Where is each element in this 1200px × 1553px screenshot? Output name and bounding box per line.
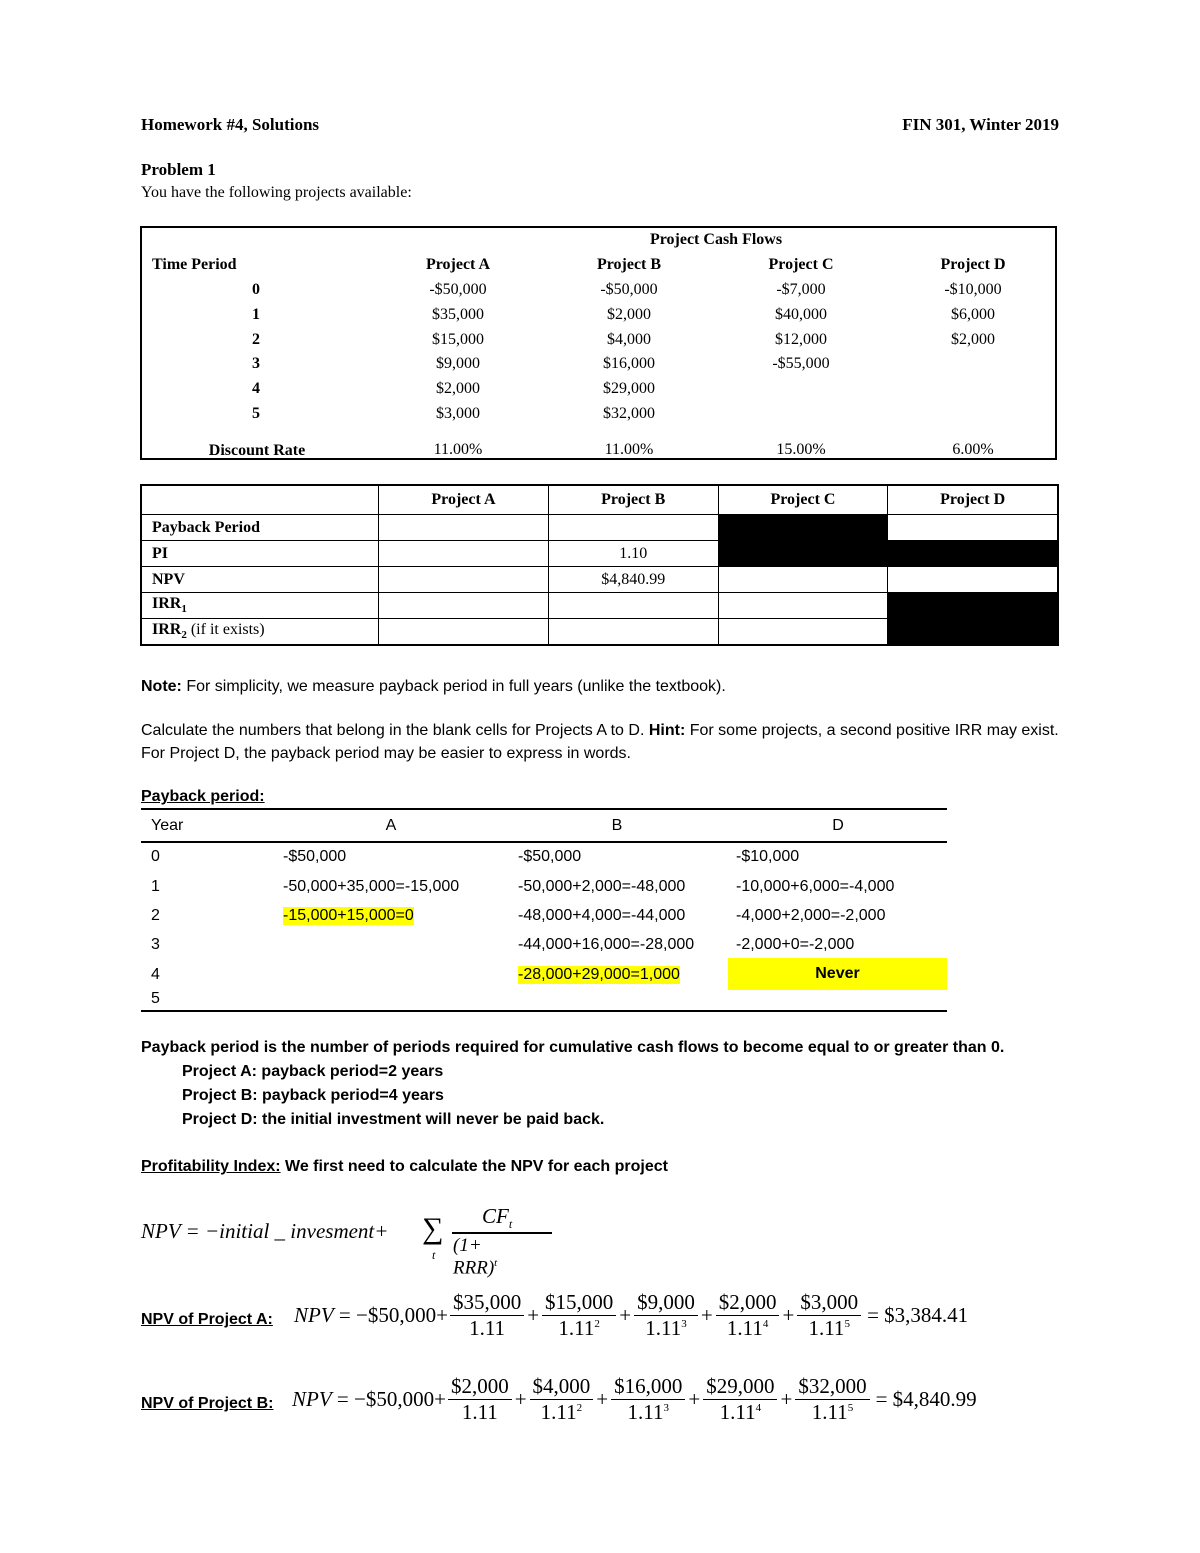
document-header-right: FIN 301, Winter 2019 <box>902 115 1059 134</box>
payback-bottom-rule <box>141 1010 947 1012</box>
payback-year-cell: 1 <box>151 878 160 895</box>
results-row-suffix: (if it exists) <box>186 621 265 639</box>
cash-flow-cell: $2,000 <box>951 330 995 348</box>
time-period-cell: 4 <box>252 380 260 398</box>
payback-year-cell: 0 <box>151 848 160 865</box>
results-blocked-cell <box>888 619 1058 646</box>
payback-answer-d: Project D: the initial investment will never be paid back. <box>182 1111 605 1128</box>
npv-equation-lhs: NPV = −$50,000+ <box>292 1387 446 1411</box>
payback-b-cell: -48,000+4,000=-44,000 <box>518 907 686 924</box>
npv-term-denominator <box>555 1316 602 1341</box>
npv-term-denominator <box>809 1400 856 1425</box>
results-table <box>140 484 1059 650</box>
plus-sign: + <box>688 1387 701 1411</box>
npv-term-fraction <box>703 1374 777 1425</box>
npv-term-exponent: 5 <box>844 1318 850 1330</box>
payback-d-cell: Never <box>728 958 947 990</box>
npv-term-numerator: $15,000 <box>542 1290 616 1316</box>
results-value-cell <box>718 619 888 646</box>
npv-equation-lhs: NPV = −$50,000+ <box>294 1303 448 1327</box>
results-value-cell: 1.10 <box>548 541 718 567</box>
payback-header-a: A <box>385 817 397 834</box>
results-value-cell <box>718 593 888 619</box>
npv-term-fraction <box>716 1290 780 1341</box>
results-value-cell <box>548 619 718 646</box>
time-period-cell: 3 <box>252 355 260 373</box>
npv-term-denominator <box>717 1400 764 1425</box>
payback-header-rule <box>141 841 947 843</box>
npv-term-denominator <box>642 1316 689 1341</box>
profitability-index-heading <box>141 1158 668 1176</box>
payback-a-cell: -50,000+35,000=-15,000 <box>283 878 460 895</box>
results-col-header: Project B <box>548 485 718 515</box>
npv-term-denominator <box>805 1316 852 1341</box>
payback-b-cell: -28,000+29,000=1,000 <box>518 966 680 983</box>
sigma-icon: ∑ <box>422 1212 444 1245</box>
cash-flow-cell: $2,000 <box>607 305 651 323</box>
results-value-cell <box>718 567 888 593</box>
payback-d-cell: -$10,000 <box>736 848 800 865</box>
npv-term-denominator <box>459 1400 501 1425</box>
results-row-label-text: PI <box>152 544 168 562</box>
cash-flow-cell: $32,000 <box>603 405 655 422</box>
cash-flow-cell: -$50,000 <box>600 281 658 298</box>
discount-rate-label: Discount Rate <box>208 442 306 459</box>
npv-result: = $4,840.99 <box>875 1387 977 1411</box>
results-blocked-cell <box>718 515 888 541</box>
cash-flow-cell: $9,000 <box>436 355 480 373</box>
results-value-cell <box>379 567 549 593</box>
instructions-paragraph <box>141 719 1061 765</box>
cash-flow-cell: $4,000 <box>607 330 651 348</box>
results-col-header: Project D <box>888 485 1058 515</box>
payback-year-cell: 2 <box>151 907 160 924</box>
results-value-cell: $4,840.99 <box>548 567 718 593</box>
npv-term-numerator: $32,000 <box>795 1374 869 1400</box>
payback-b-cell: -50,000+2,000=-48,000 <box>518 878 686 895</box>
problem-title: Problem 1 <box>141 160 216 179</box>
results-corner-cell <box>141 485 379 515</box>
plus-sign: + <box>780 1387 793 1411</box>
npv-term-base: 1.11 <box>558 1316 595 1340</box>
npv-term-base: 1.11 <box>719 1400 756 1424</box>
formula-cf-sub: t <box>508 1217 513 1232</box>
npv-term-base: 1.11 <box>808 1316 845 1340</box>
npv-term-base: 1.11 <box>645 1316 682 1340</box>
results-row-label <box>141 541 379 567</box>
payback-year-cell: 4 <box>151 966 160 983</box>
cash-flow-cell: $35,000 <box>432 305 484 323</box>
npv-formula-lhs: NPV = −initial _ invesment+ <box>141 1219 389 1243</box>
results-row-label <box>141 593 379 619</box>
cash-flow-caption: Project Cash Flows <box>649 231 783 248</box>
npv-symbol: NPV <box>292 1387 332 1411</box>
cash-flow-col-header: Project D <box>940 256 1006 273</box>
plus-sign: + <box>527 1303 540 1327</box>
payback-year-cell: 3 <box>151 936 160 953</box>
npv-term-denominator <box>466 1316 508 1341</box>
npv-b-equation <box>292 1374 977 1425</box>
npv-term-fraction <box>530 1374 594 1425</box>
results-row-label <box>141 567 379 593</box>
payback-a-cell: -15,000+15,000=0 <box>283 907 414 924</box>
npv-term-denominator <box>724 1316 771 1341</box>
payback-b-cell: -44,000+16,000=-28,000 <box>518 936 695 953</box>
cash-flow-cell: $3,000 <box>436 405 480 422</box>
payback-b-cell: -$50,000 <box>518 848 582 865</box>
npv-term-fraction <box>448 1374 512 1425</box>
formula-den-sup: t <box>494 1257 498 1269</box>
cash-flow-col-header: Project B <box>596 256 662 273</box>
results-value-cell <box>888 515 1058 541</box>
cash-flow-cell: -$10,000 <box>944 281 1002 298</box>
instructions-text-2: For some projects, a second positive IRR may exist. For Project D, the payback period may be easier to express in words. <box>141 722 1059 762</box>
npv-term-base: 1.11 <box>540 1400 577 1424</box>
results-blocked-cell <box>888 541 1058 567</box>
npv-term-numerator: $35,000 <box>450 1290 524 1316</box>
discount-rate-cell: 11.00% <box>433 441 483 458</box>
payback-answer-a: Project A: payback period=2 years <box>182 1063 444 1080</box>
pi-text: We first need to calculate the NPV for each project <box>280 1158 668 1175</box>
discount-rate-cell: 15.00% <box>776 441 826 458</box>
npv-term-fraction <box>542 1290 616 1341</box>
npv-term-denominator <box>538 1400 585 1425</box>
npv-term-base: 1.11 <box>726 1316 763 1340</box>
plus-sign: + <box>700 1303 713 1327</box>
discount-rate-cell: 11.00% <box>604 441 654 458</box>
npv-term-exponent: 3 <box>681 1318 687 1330</box>
npv-term-base: 1.11 <box>469 1316 506 1340</box>
time-period-cell: 2 <box>252 330 260 348</box>
cash-flow-cell: -$50,000 <box>429 281 487 298</box>
time-period-cell: 1 <box>252 305 260 323</box>
cash-flow-cell: $12,000 <box>775 330 827 348</box>
results-row-label <box>141 515 379 541</box>
npv-term-numerator: $9,000 <box>634 1290 698 1316</box>
cash-flow-cell: $16,000 <box>603 355 655 373</box>
time-period-cell: 5 <box>252 405 260 422</box>
note-text: For simplicity, we measure payback period in full years (unlike the textbook). <box>181 678 726 695</box>
payback-d-cell: -4,000+2,000=-2,000 <box>736 907 886 924</box>
plus-sign: + <box>596 1387 609 1411</box>
npv-term-numerator: $3,000 <box>797 1290 861 1316</box>
instructions-text-1: Calculate the numbers that belong in the blank cells for Projects A to D. <box>141 722 649 739</box>
plus-sign: + <box>782 1303 795 1327</box>
sigma-subscript: t <box>432 1248 436 1262</box>
npv-term-numerator: $2,000 <box>716 1290 780 1316</box>
payback-d-cell: -10,000+6,000=-4,000 <box>736 878 895 895</box>
cash-flow-cell: $6,000 <box>951 305 995 323</box>
payback-d-cell: -2,000+0=-2,000 <box>736 936 855 953</box>
npv-term-fraction <box>634 1290 698 1341</box>
cash-flow-cell: -$55,000 <box>772 355 830 373</box>
results-value-cell <box>379 593 549 619</box>
cash-flow-cell: $2,000 <box>436 380 480 398</box>
formula-denominator <box>453 1235 497 1279</box>
payback-top-rule <box>141 808 947 810</box>
formula-cf: CF <box>482 1204 509 1228</box>
npv-term-numerator: $4,000 <box>530 1374 594 1400</box>
npv-term-numerator: $16,000 <box>611 1374 685 1400</box>
results-blocked-cell <box>718 541 888 567</box>
npv-term-numerator: $29,000 <box>703 1374 777 1400</box>
results-value-cell <box>548 515 718 541</box>
npv-symbol: NPV <box>294 1303 334 1327</box>
npv-term-exponent: 4 <box>755 1402 762 1414</box>
npv-term-exponent: 5 <box>847 1402 854 1414</box>
npv-term-base: 1.11 <box>811 1400 848 1424</box>
formula-fraction-bar <box>452 1232 552 1234</box>
formula-numerator <box>482 1204 512 1232</box>
payback-header-year: Year <box>151 817 184 834</box>
results-row-subscript: 2 <box>181 629 187 642</box>
npv-term-exponent: 2 <box>576 1402 583 1414</box>
results-col-header: Project C <box>718 485 888 515</box>
npv-term-fraction <box>450 1290 524 1341</box>
npv-result: = $3,384.41 <box>867 1303 969 1327</box>
formula-den-text: (1+ RRR) <box>453 1235 495 1279</box>
npv-term-base: 1.11 <box>461 1400 498 1424</box>
npv-term-fraction <box>797 1290 861 1341</box>
npv-term-base: 1.11 <box>627 1400 664 1424</box>
results-blocked-cell <box>888 593 1058 619</box>
cash-flow-cell: -$7,000 <box>776 281 826 298</box>
plus-sign: + <box>619 1303 632 1327</box>
results-row-label-text: Payback Period <box>152 518 260 536</box>
results-row-label-text: IRR <box>152 621 182 639</box>
cash-flow-cell: $15,000 <box>432 330 484 348</box>
discount-rate-cell: 6.00% <box>952 441 994 458</box>
npv-term-exponent: 4 <box>762 1318 769 1330</box>
npv-term-fraction <box>795 1374 869 1425</box>
results-value-cell <box>379 541 549 567</box>
hint-label: Hint: <box>648 722 686 739</box>
time-period-header: Time Period <box>152 256 237 273</box>
npv-a-equation <box>294 1290 968 1341</box>
results-value-cell <box>548 593 718 619</box>
npv-term-exponent: 3 <box>663 1402 669 1414</box>
pi-title: Profitability Index: <box>141 1158 281 1175</box>
results-row-label-text: IRR <box>152 595 182 613</box>
time-period-cell: 0 <box>252 281 260 298</box>
results-value-cell <box>379 515 549 541</box>
results-col-header: Project A <box>379 485 549 515</box>
cash-flow-table <box>140 226 1057 460</box>
cash-flow-col-header: Project C <box>768 256 834 273</box>
cash-flow-col-header: Project A <box>425 256 491 273</box>
payback-header-b: B <box>611 817 623 834</box>
payback-header-d: D <box>832 817 844 834</box>
npv-term-exponent: 2 <box>594 1318 600 1330</box>
problem-intro: You have the following projects available: <box>141 184 412 201</box>
payback-definition: Payback period is the number of periods required for cumulative cash flows to become equal to or greater than 0. <box>141 1039 1005 1056</box>
payback-year-cell: 5 <box>151 990 160 1007</box>
results-value-cell <box>888 567 1058 593</box>
note-paragraph <box>141 675 1061 698</box>
npv-term-fraction <box>611 1374 685 1425</box>
plus-sign: + <box>514 1387 527 1411</box>
npv-term-denominator <box>625 1400 672 1425</box>
cash-flow-cell: $29,000 <box>603 380 655 398</box>
npv-term-numerator: $2,000 <box>448 1374 512 1400</box>
payback-a-cell: -$50,000 <box>283 848 347 865</box>
npv-b-label: NPV of Project B: <box>141 1395 274 1412</box>
document-header-left: Homework #4, Solutions <box>141 115 320 134</box>
cash-flow-cell: $40,000 <box>775 305 827 323</box>
payback-answer-b: Project B: payback period=4 years <box>182 1087 444 1104</box>
npv-a-label: NPV of Project A: <box>141 1311 273 1328</box>
results-value-cell <box>379 619 549 646</box>
results-row-subscript: 1 <box>181 603 187 616</box>
results-row-label-text: NPV <box>152 570 185 588</box>
results-row-label <box>141 619 379 646</box>
note-label: Note: <box>141 678 182 695</box>
payback-title: Payback period: <box>141 788 265 805</box>
